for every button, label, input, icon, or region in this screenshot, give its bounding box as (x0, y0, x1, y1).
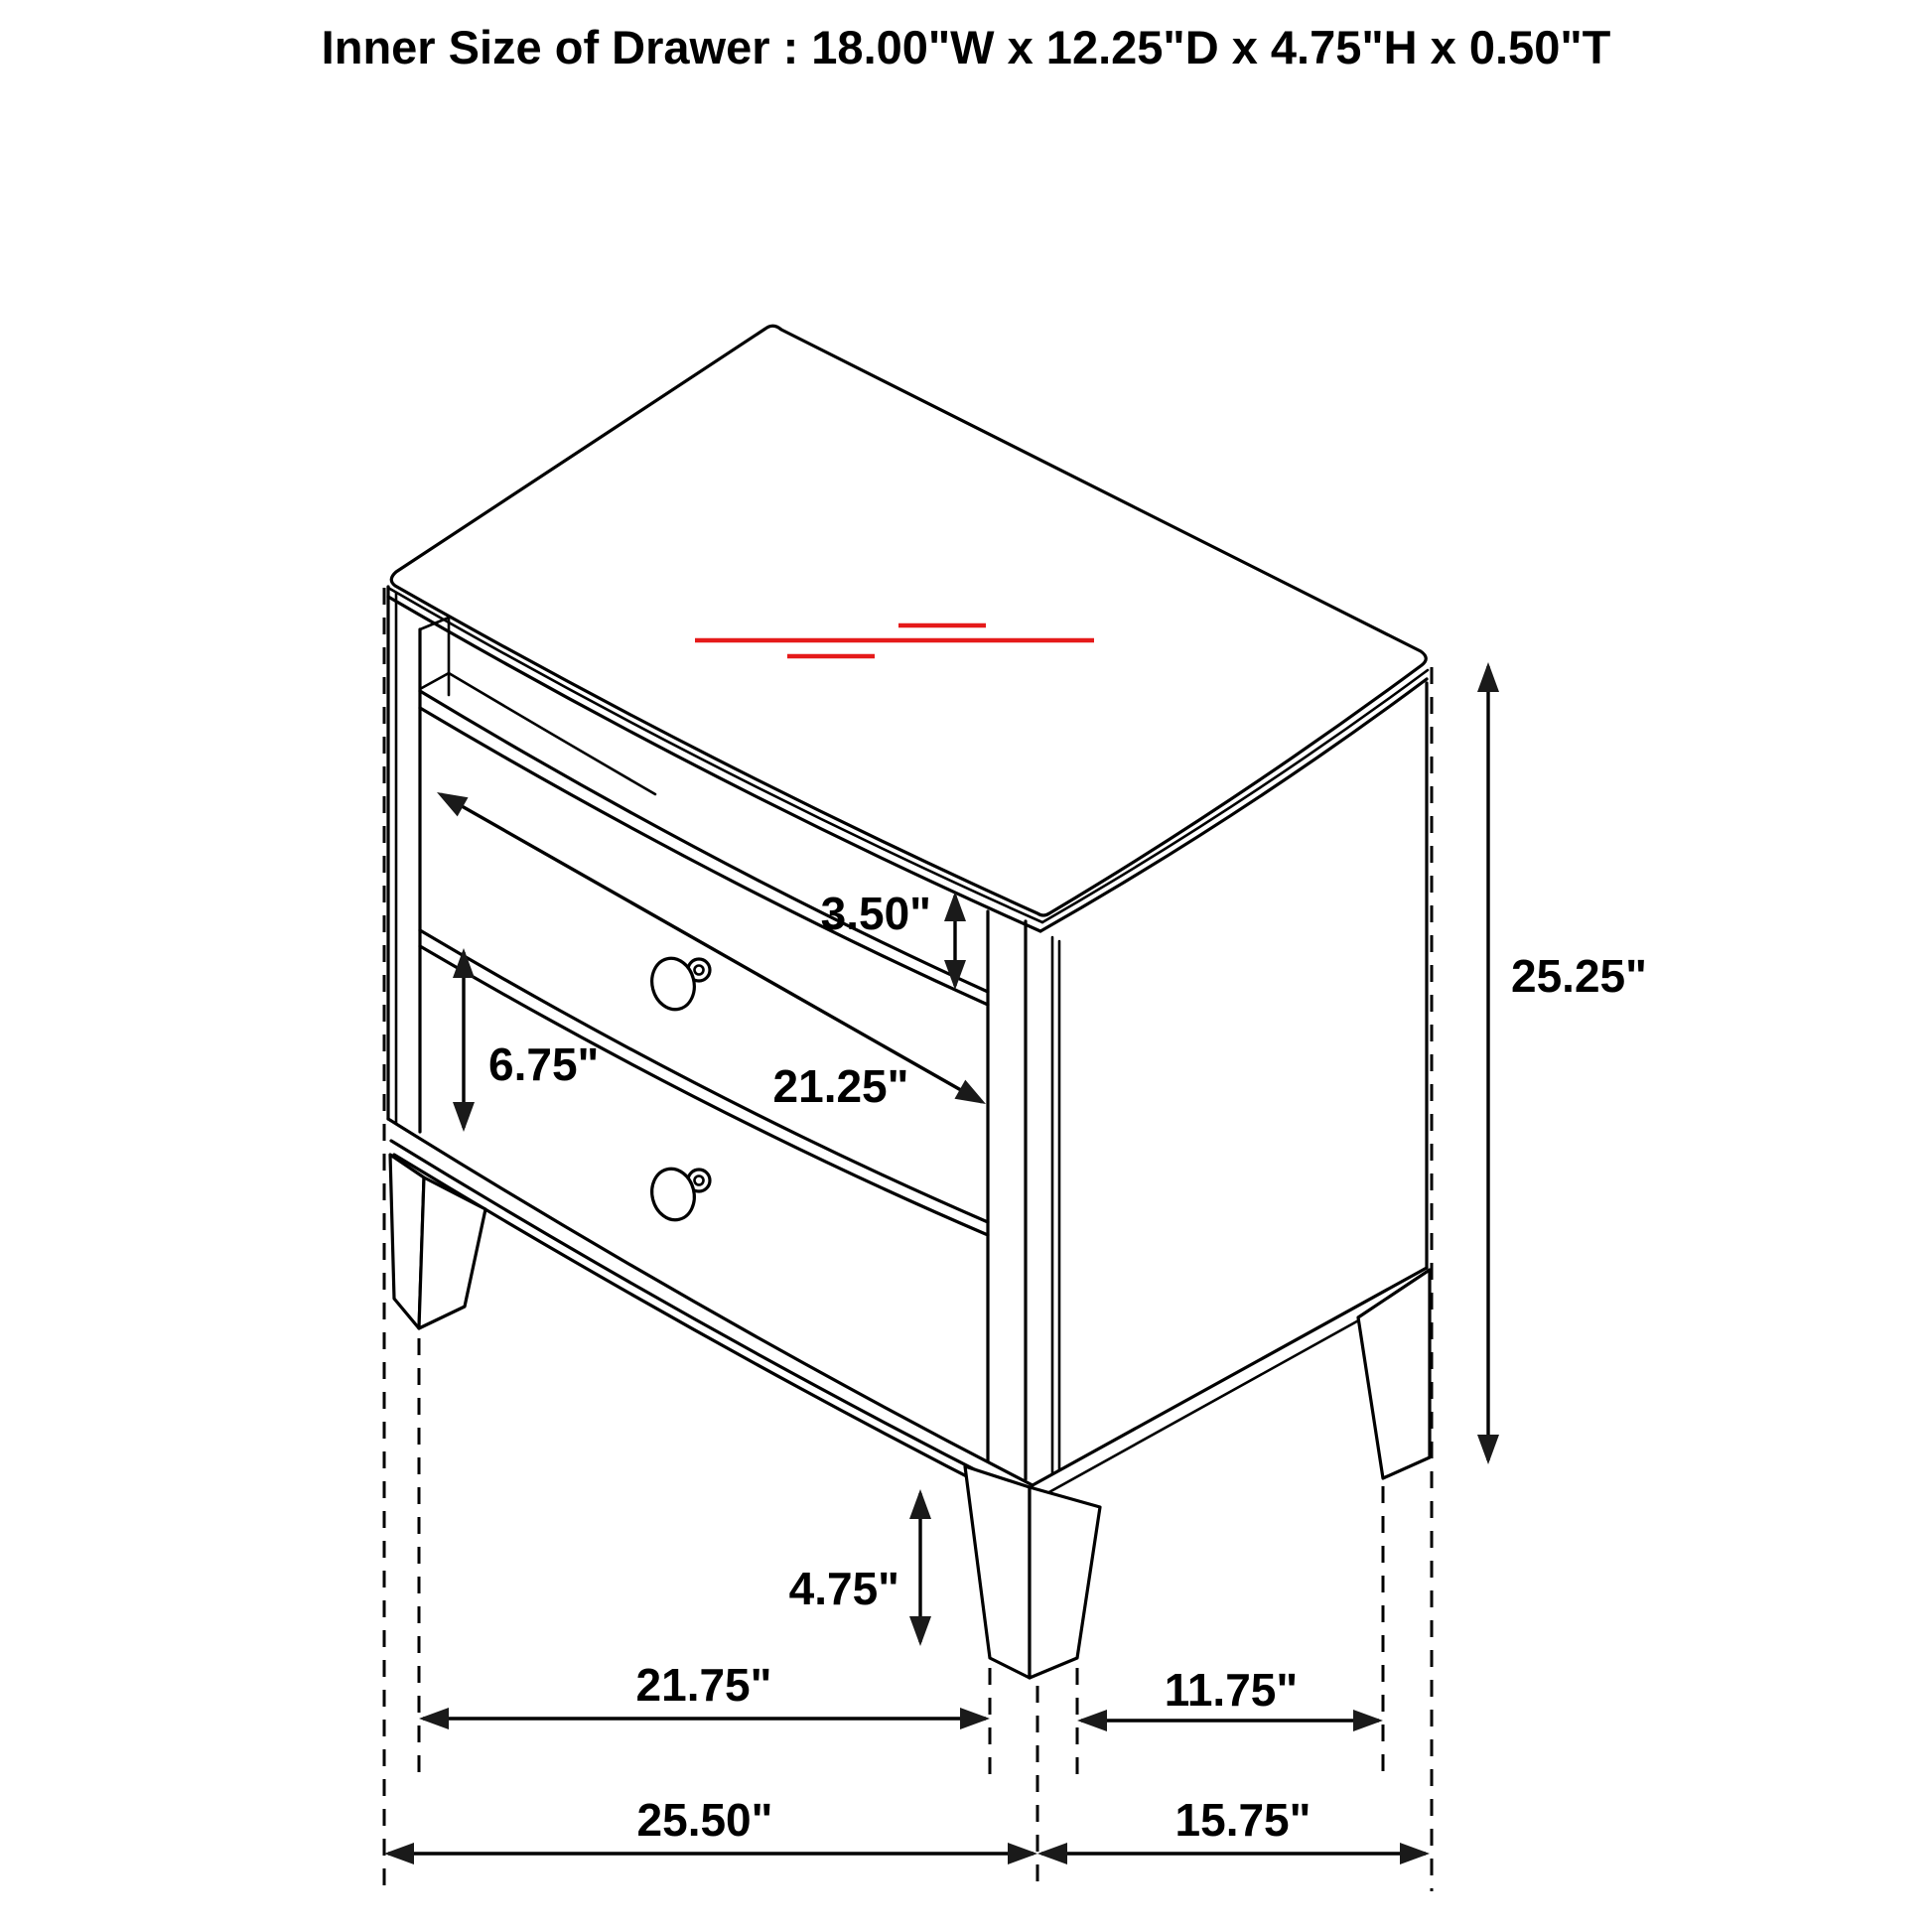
front-right-corner-stile (988, 911, 1059, 1479)
dim-overall-depth (1037, 1794, 1430, 1864)
dim-label-front-leg-spacing: 21.75" (635, 1659, 772, 1711)
nightstand-drawing (388, 326, 1430, 1678)
dim-label-overall-height: 25.25" (1511, 950, 1647, 1002)
dim-label-drawer-width: 21.25" (772, 1060, 909, 1112)
dim-label-shelf-opening: 3.50" (820, 888, 931, 939)
lower-drawer-knob-icon (646, 1165, 710, 1225)
front-left-stile (388, 587, 420, 1132)
dim-overall-width (384, 1794, 1037, 1864)
dim-overall-height (1477, 662, 1647, 1464)
dim-side-leg-spacing (1077, 1664, 1383, 1731)
dim-lower-drawer-height (453, 948, 599, 1132)
dim-label-overall-depth: 15.75" (1174, 1794, 1311, 1846)
dim-label-lower-drawer-height: 6.75" (488, 1038, 600, 1090)
dim-label-overall-width: 25.50" (636, 1794, 773, 1846)
dim-label-leg-height: 4.75" (788, 1563, 899, 1614)
dim-front-leg-spacing (419, 1659, 990, 1729)
upper-drawer-knob-icon (646, 954, 710, 1015)
cabinet-top-surface (391, 326, 1426, 915)
dim-shelf-opening (821, 888, 966, 990)
page-title: Inner Size of Drawer : 18.00"W x 12.25"D x 4.75"H x 0.50"T (321, 21, 1611, 73)
front-center-leg (965, 1466, 1100, 1678)
dim-label-side-leg-spacing: 11.75" (1164, 1664, 1299, 1716)
dim-leg-height (789, 1489, 931, 1646)
